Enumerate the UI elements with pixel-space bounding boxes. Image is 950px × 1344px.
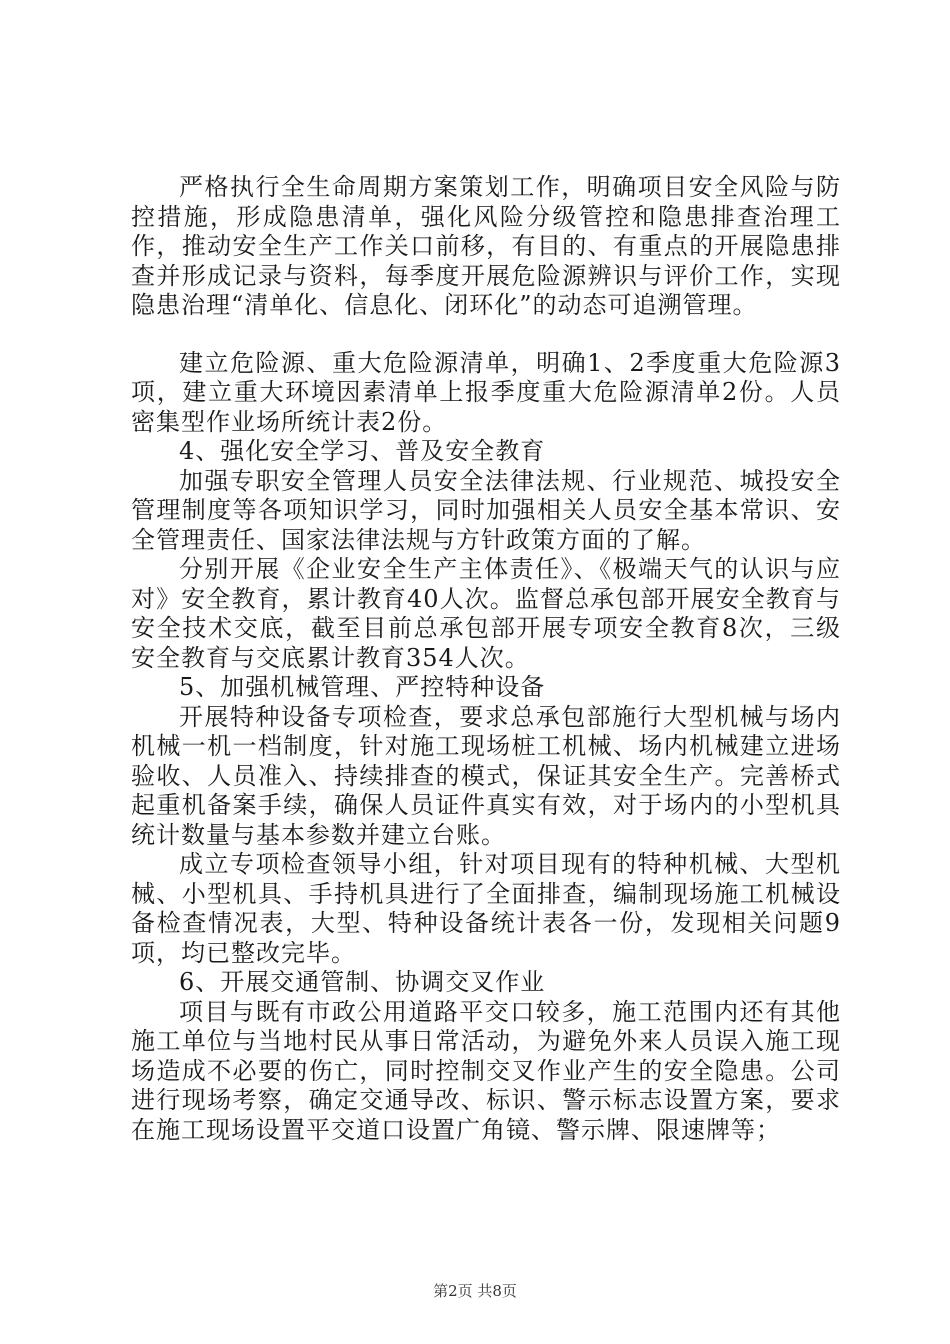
section-heading-machinery: 5、加强机械管理、严控特种设备	[179, 673, 546, 701]
paragraph-hazard-list: 建立危险源、重大危险源清单，明确1、2季度重大危险源3项，建立重大环境因素清单上报季度重大危险源清单2份。人员密集型作业场所统计表2份。	[131, 348, 841, 436]
paragraph-risk-management: 严格执行全生命周期方案策划工作，明确项目安全风险与防控措施，形成隐患清单，强化风险分级管控和隐患排查治理工作，推动安全生产工作关口前移，有目的、有重点的开展隐患排查并形成记录与资料，每季度开展危险源辨识与评价工作，实现隐患治理“清单化、信息化、闭环化”的动态可追溯管理。	[131, 173, 841, 319]
paragraph-safety-study: 加强专职安全管理人员安全法律法规、行业规范、城投安全管理制度等各项知识学习，同时加强相关人员安全基本常识、安全管理责任、国家法律法规与方针政策方面的了解。	[131, 466, 841, 554]
paragraph-equipment-inspection: 开展特种设备专项检查，要求总承包部施行大型机械与场内机械一机一档制度，针对施工现场桩工机械、场内机械建立进场验收、人员准入、持续排查的模式，保证其安全生产。完善桥式起重机备案手续，确保人员证件真实有效，对于场内的小型机具统计数量与基本参数并建立台账。	[131, 702, 841, 849]
section-heading-safety-education: 4、强化安全学习、普及安全教育	[179, 437, 546, 465]
paragraph-inspection-team: 成立专项检查领导小组，针对项目现有的特种机械、大型机械、小型机具、手持机具进行了全面排查，编制现场施工机械设备检查情况表，大型、特种设备统计表各一份，发现相关问题9项，均已整改完毕。	[131, 850, 841, 967]
document-body	[131, 173, 841, 1145]
paragraph-education-stats: 分别开展《企业安全生产主体责任》、《极端天气的认识与应对》安全教育，累计教育40人次。监督总承包部开展安全教育与安全技术交底，截至目前总承包部开展专项安全教育8次，三级安全教育与交底累计教育354人次。	[131, 555, 841, 672]
paragraph-gap	[131, 321, 841, 349]
section-heading-traffic: 6、开展交通管制、协调交叉作业	[179, 968, 546, 996]
page-footer: 第2页 共8页	[433, 1282, 517, 1300]
paragraph-traffic-control: 项目与既有市政公用道路平交口较多，施工范围内还有其他施工单位与当地村民从事日常活动，为避免外来人员误入施工现场造成不必要的伤亡，同时控制交叉作业产生的安全隐患。公司进行现场考察，确定交通导改、标识、警示标志设置方案，要求在施工现场设置平交道口设置广角镜、警示牌、限速牌等；	[131, 997, 841, 1144]
